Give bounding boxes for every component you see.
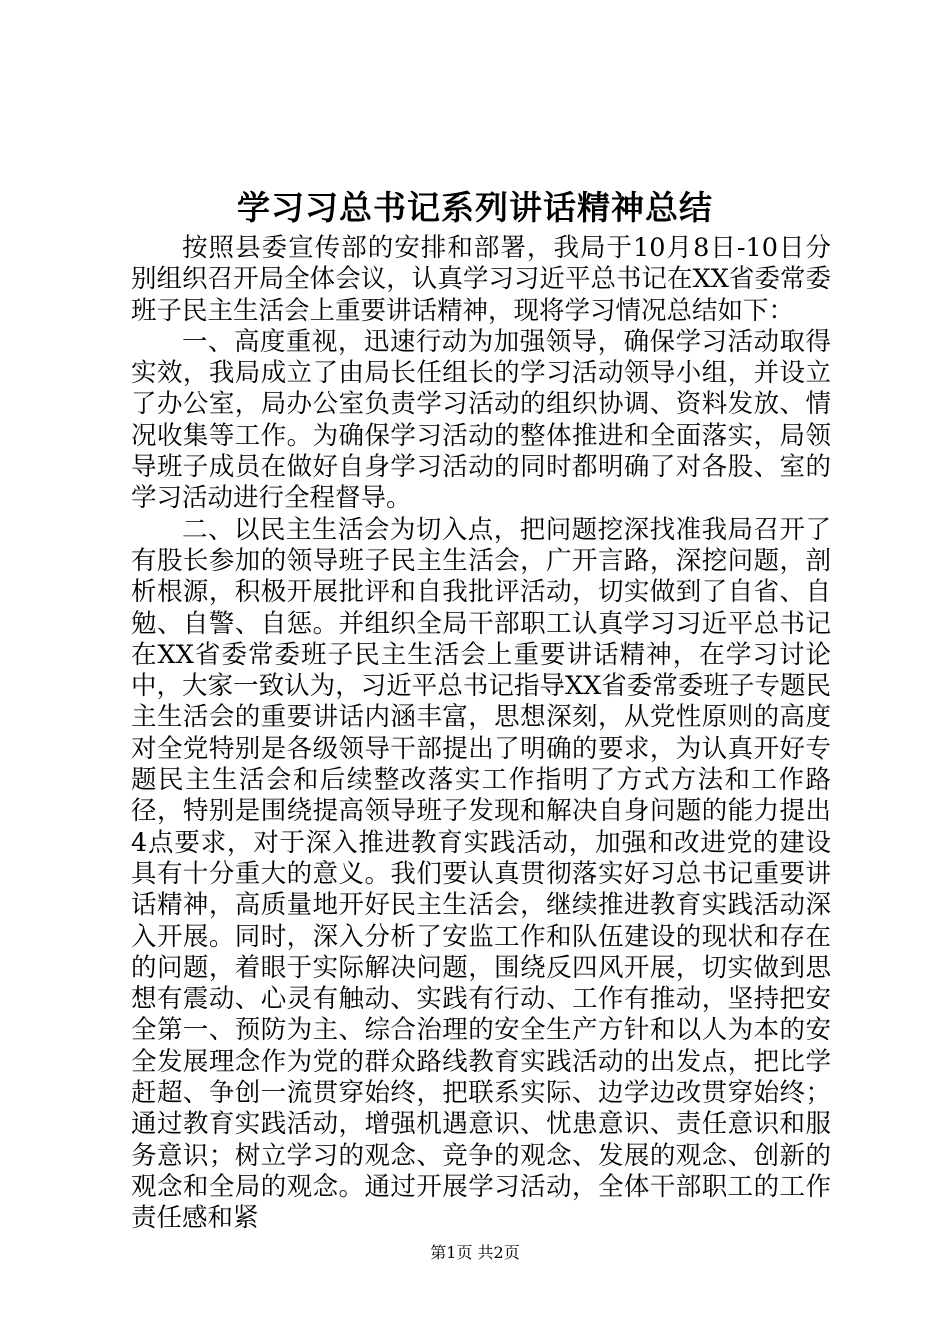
page-number-footer: 第1页 共2页: [430, 1243, 520, 1262]
paragraph-section-2: 二、以民主生活会为切入点，把问题挖深找准我局召开了有股长参加的领导班子民主生活会，广开言路，深挖问题，剖析根源，积极开展批评和自我批评活动，切实做到了自省、自勉、自警、自惩。并组织全局干部职工认真学习习近平总书记在XX省委常委班子民主生活会上重要讲话精神，在学习讨论中，大家一致认为，习近平总书记指导XX省委常委班子专题民主生活会的重要讲话内涵丰富，思想深刻，从党性原则的高度对全党特别是各级领导干部提出了明确的要求，为认真开好专题民主生活会和后续整改落实工作指明了方式方法和工作路径，特别是围绕提高领导班子发现和解决自身问题的能力提出4点要求，对于深入推进教育实践活动，加强和改进党的建设具有十分重大的意义。我们要认真贯彻落实好习总书记重要讲话精神，高质量地开好民主生活会，继续推进教育实践活动深入开展。同时，深入分析了安监工作和队伍建设的现状和存在的问题，着眼于实际解决问题，围绕反四风开展，切实做到思想有震动、心灵有触动、实践有行动、工作有推动，坚持把安全第一、预防为主、综合治理的安全生产方针和以人为本的安全发展理念作为党的群众路线教育实践活动的出发点，把比学赶超、争创一流贯穿始终，把联系实际、边学边改贯穿始终；通过教育实践活动，增强机遇意识、忧患意识、责任意识和服务意识；树立学习的观念、竞争的观念、发展的观念、创新的观念和全局的观念。通过开展学习活动，全体干部职工的工作责任感和紧: [131, 514, 831, 1234]
paragraph-section-1: 一、高度重视，迅速行动为加强领导，确保学习活动取得实效，我局成立了由局长任组长的学习活动领导小组，并设立了办公室，局办公室负责学习活动的组织协调、资料发放、情况收集等工作。为确保学习活动的整体推进和全面落实，局领导班子成员在做好自身学习活动的同时都明确了对各股、室的学习活动进行全程督导。: [131, 326, 831, 514]
document-title: 学习习总书记系列讲话精神总结: [237, 188, 713, 227]
document-body: [131, 233, 831, 1235]
paragraph-intro: 按照县委宣传部的安排和部署，我局于10月8日-10日分别组织召开局全体会议，认真学习习近平总书记在XX省委常委班子民主生活会上重要讲话精神，现将学习情况总结如下：: [131, 233, 831, 326]
